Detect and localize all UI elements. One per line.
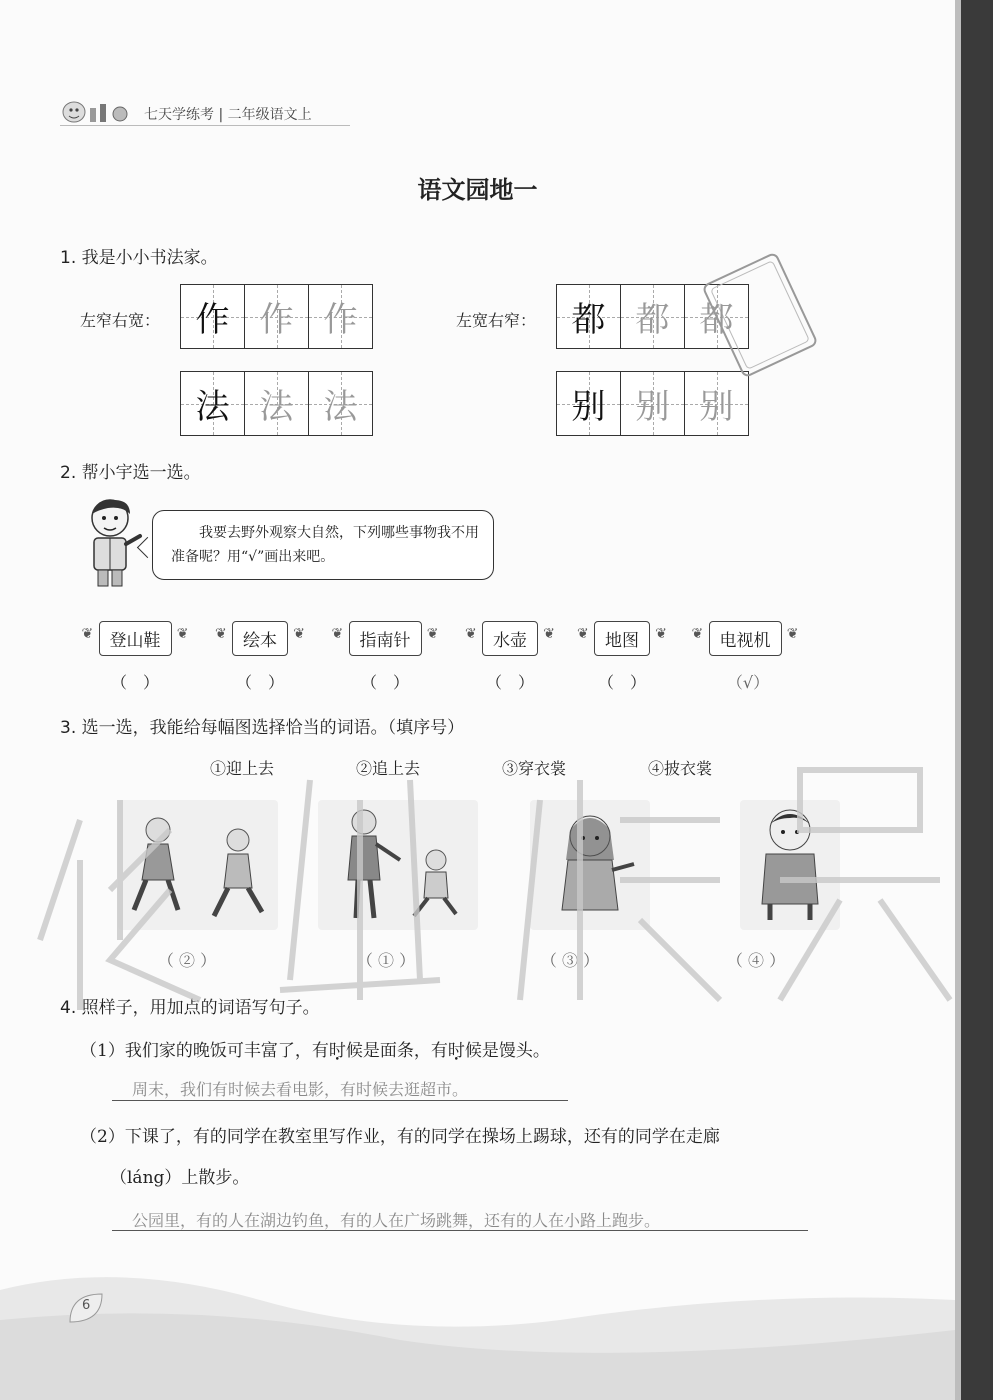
choice-2: ②追上去 — [356, 759, 421, 778]
writing-grid-fa — [180, 371, 373, 436]
grid-cell: 都 — [557, 285, 621, 348]
item-hiking-boots: ❦ 登山鞋 ❦ — [80, 618, 190, 658]
answer-blank[interactable]: （ ② ） — [157, 951, 217, 970]
grid-cell: 都 — [621, 285, 685, 348]
example-sentence-2-line1: （2）下课了，有的同学在教室里写作业，有的同学在操场上踢球，还有的同学在走廊 — [80, 1127, 720, 1147]
grid-cell: 法 — [309, 372, 372, 435]
page-number-badge — [66, 1290, 106, 1326]
grid-cell: 别 — [557, 372, 621, 435]
answer-line — [112, 1230, 808, 1231]
writing-grid-zuo — [180, 284, 373, 349]
choice-1: ①迎上去 — [210, 759, 275, 778]
answer-line — [112, 1100, 568, 1101]
left-wide-label: 左宽右窄： — [456, 311, 537, 330]
grid-cell: 作 — [309, 285, 372, 348]
answer-blank[interactable]: （ ③ ） — [540, 951, 600, 970]
writing-grid-bie — [556, 371, 749, 436]
grid-cell: 都 — [685, 285, 748, 348]
dotted-word: 有时候 — [430, 1041, 482, 1061]
choice-3: ③穿衣裳 — [502, 759, 567, 778]
answer-blank[interactable]: （ ） — [110, 673, 159, 692]
header-title: 七天学练考 | 二年级语文上 — [144, 107, 312, 123]
answer-sentence-2[interactable]: 公园里，有的人在湖边钓鱼，有的人在广场跳舞，还有的人在小路上跑步。 — [132, 1211, 661, 1230]
grid-cell: 法 — [181, 372, 245, 435]
item-picture-book: ❦ 绘本 ❦ — [210, 618, 310, 658]
left-narrow-label: 左窄右宽： — [80, 311, 161, 330]
choice-4: ④披衣裳 — [648, 759, 713, 778]
example-sentence-1: （1）我们家的晚饭可丰富了，有时候是面条，有时候是馒头。 — [80, 1041, 550, 1061]
item-television: ❦ 电视机 ❦ — [690, 618, 800, 658]
grid-cell: 别 — [621, 372, 685, 435]
writing-grid-dou — [556, 284, 749, 349]
example-sentence-2-line2: （láng）上散步。 — [110, 1168, 250, 1188]
scan-edge — [955, 0, 993, 1400]
answer-blank[interactable]: （ ） — [597, 673, 646, 692]
answer-sentence-1[interactable]: 周末，我们有时候去看电影，有时候去逛超市。 — [132, 1080, 469, 1099]
item-compass: ❦ 指南针 ❦ — [330, 618, 440, 658]
dotted-word: 有时候 — [311, 1041, 363, 1061]
page-header — [60, 98, 360, 126]
page-title: 语文园地一 — [417, 176, 538, 204]
item-kettle: ❦ 水壶 ❦ — [460, 618, 560, 658]
answer-blank[interactable]: （ ） — [360, 673, 409, 692]
picture-draping-icon — [740, 800, 840, 930]
boy-xiaoyu-icon — [78, 496, 148, 588]
answer-blank[interactable]: （ ） — [485, 673, 534, 692]
question-4-heading: 4. 照样子，用加点的词语写句子。 — [60, 998, 320, 1018]
answer-blank-checked[interactable]: （√） — [726, 673, 770, 692]
item-map: ❦ 地图 ❦ — [572, 618, 672, 658]
footer-wave-icon — [0, 1260, 955, 1400]
picture-greeting-icon — [318, 800, 478, 930]
answer-blank[interactable]: （ ① ） — [356, 951, 416, 970]
mascot-logo-icon — [60, 98, 140, 126]
grid-cell: 作 — [245, 285, 309, 348]
question-2-heading: 2. 帮小宇选一选。 — [60, 463, 201, 483]
picture-chasing-icon — [118, 800, 278, 930]
question-1-heading: 1. 我是小小书法家。 — [60, 248, 218, 268]
answer-blank[interactable]: （ ） — [235, 673, 284, 692]
speech-text: 我要去野外观察大自然，下列哪些事物我不用准备呢？用“√”画出来吧。 — [171, 525, 479, 565]
answer-blank[interactable]: （ ④ ） — [726, 951, 786, 970]
page-number: 6 — [82, 1298, 91, 1313]
speech-bubble — [152, 510, 494, 580]
grid-cell: 法 — [245, 372, 309, 435]
question-3-heading: 3. 选一选，我能给每幅图选择恰当的词语。（填序号） — [60, 718, 465, 738]
header-rule — [60, 125, 350, 126]
grid-cell: 别 — [685, 372, 748, 435]
picture-dressing-icon — [530, 800, 650, 930]
grid-cell: 作 — [181, 285, 245, 348]
